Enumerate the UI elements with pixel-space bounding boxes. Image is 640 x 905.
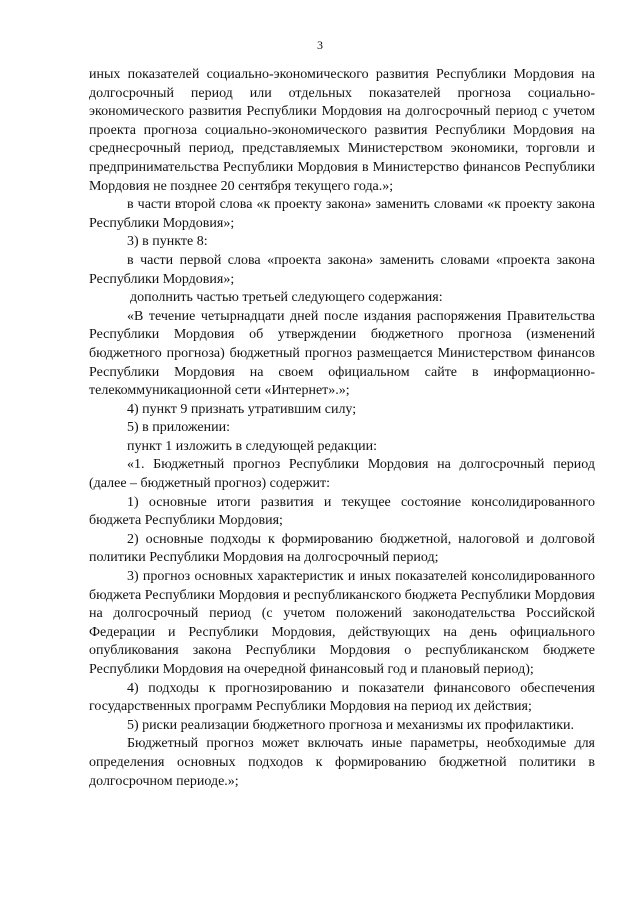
paragraph-continuation: иных показателей социально-экономического развития Республики Мордовия на долгосрочный период или отдельных показателей прогноза социально-экономического развития Республики Мордовия на долгосрочный период с учетом проекта прогноза социально-экономического развития Республики Мордовия на среднесрочный период, представляемых Министерством экономики, торговли и предпринимательства Республики Мордовия в Министерство финансов Республики Мордовия не позднее 20 сентября текущего года.»; — [89, 67, 595, 194]
paragraph-subitem-3: 3) прогноз основных характеристик и иных показателей консолидированного бюджета Республики Мордовия и республиканского бюджета Республики Мордовия на долгосрочный период (с учетом положений законодательства Российской Федерации и Республики Мордовия, действующих на день официального опубликования закона Республики Мордовия о республиканском бюджете Республики Мордовия на очередной финансовый год и плановый период); — [89, 569, 595, 677]
paragraph-item-3: 3) в пункте 8: — [127, 234, 208, 250]
paragraph-subitem-5: 5) риски реализации бюджетного прогноза и механизмы их профилактики. — [127, 717, 575, 733]
paragraph-point-1-heading: пункт 1 изложить в следующей редакции: — [127, 438, 377, 454]
paragraph-subitem-4: 4) подходы к прогнозированию и показатели финансового обеспечения государственных программ Республики Мордовия на период их действия; — [89, 680, 595, 715]
paragraph-forecast-contents: «1. Бюджетный прогноз Республики Мордовия на долгосрочный период (далее – бюджетный прогноз) содержит: — [89, 457, 595, 492]
paragraph-quoted-publication: «В течение четырнадцати дней после издания распоряжения Правительства Республики Мордовия об утверждении бюджетного прогноза (изменений бюджетного прогноза) бюджетный прогноз размещается Министерством финансов Республики Мордовия на своем официальном сайте в информационно-телекоммуникационной сети «Интернет».»; — [89, 308, 595, 399]
paragraph-subitem-2: 2) основные подходы к формированию бюджетной, налоговой и долговой политики Республики Мордовия на долгосрочный период; — [89, 531, 595, 566]
paragraph-subitem-1: 1) основные итоги развития и текущее состояние консолидированного бюджета Республики Мордовия; — [89, 494, 595, 529]
paragraph-closing: Бюджетный прогноз может включать иные параметры, необходимые для определения основных подходов к формированию бюджетной политики в долгосрочном периоде.»; — [89, 736, 595, 789]
paragraph-item-4: 4) пункт 9 признать утратившим силу; — [127, 401, 357, 417]
paragraph-part-two-change: в части второй слова «к проекту закона» заменить словами «к проекту закона Республики Мордовия»; — [89, 197, 595, 231]
paragraph-part-one-change: в части первой слова «проекта закона» заменить словами «проекта закона Республики Мордовия»; — [89, 252, 595, 287]
page-number: 3 — [317, 38, 323, 52]
paragraph-item-5: 5) в приложении: — [127, 420, 230, 436]
paragraph-add-part-three: дополнить частью третьей следующего содержания: — [130, 290, 443, 306]
document-body — [89, 66, 595, 791]
